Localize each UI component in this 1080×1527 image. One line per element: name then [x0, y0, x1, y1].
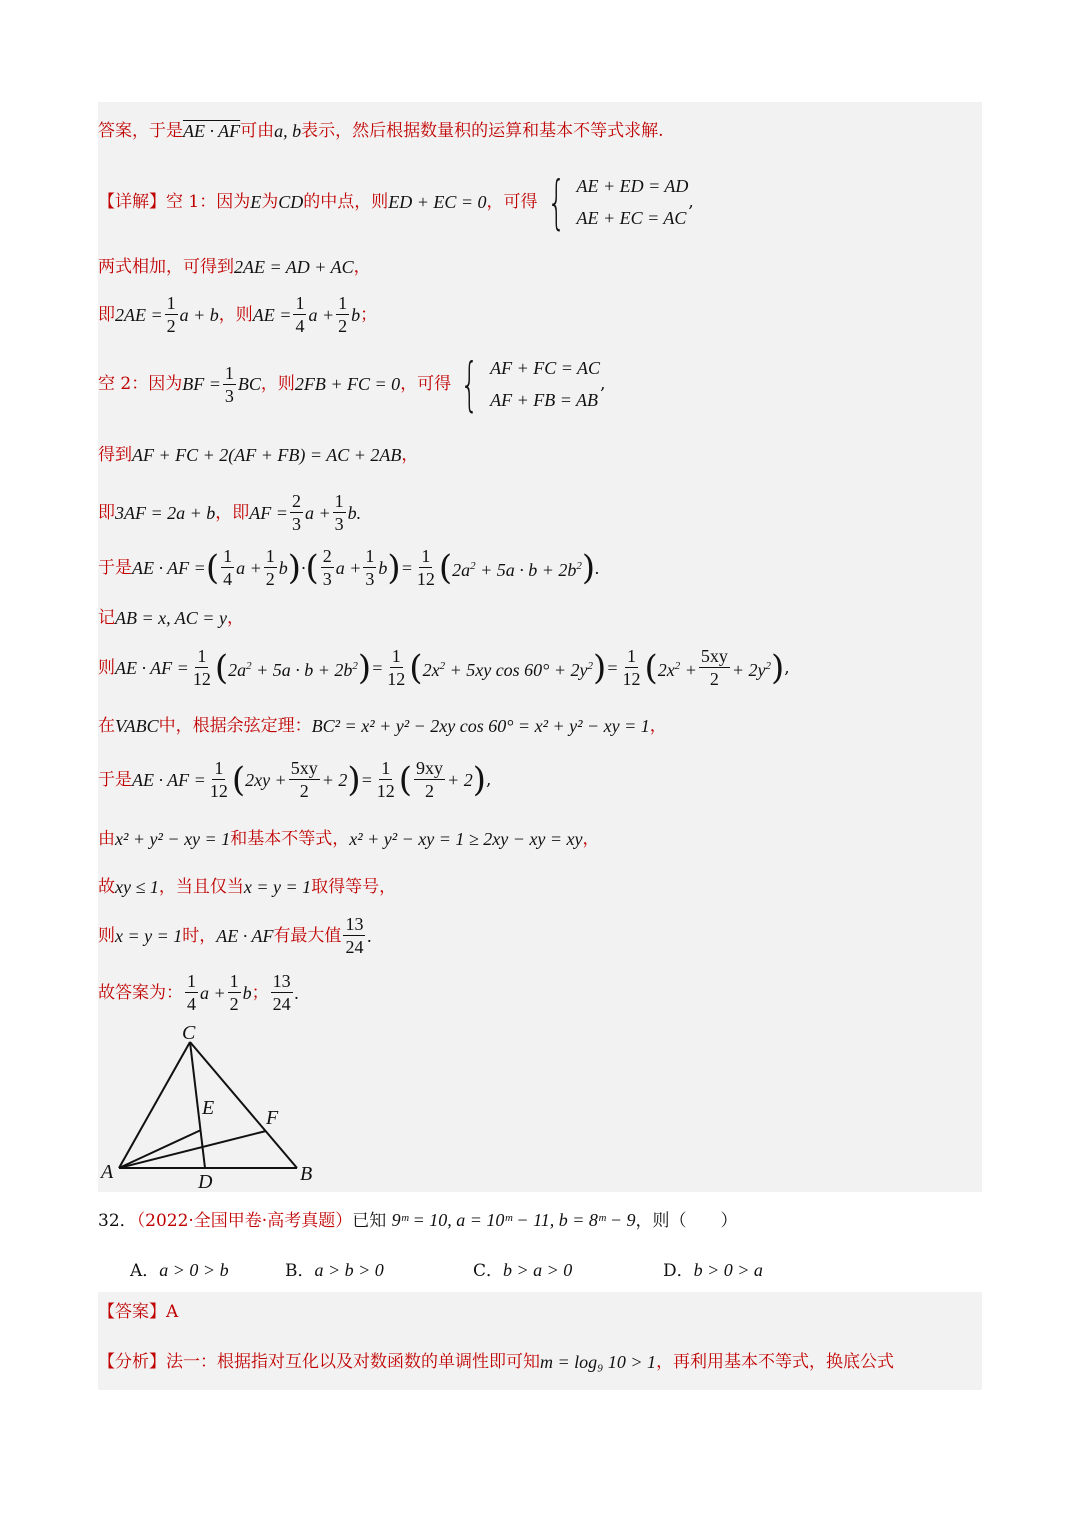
intro-text: 可由: [240, 121, 275, 141]
system-eq: AF + FC = AC: [490, 358, 601, 378]
analysis-eq: m = log₉ 10 > 1: [540, 1352, 657, 1372]
equation-system: [451, 352, 600, 416]
intro-math: a, b: [274, 121, 302, 141]
ji2-eq: 3AF = 2a + b: [115, 502, 216, 523]
triangle-figure: [98, 1022, 316, 1192]
yushi1-line: 于是 AE · AF = ( $\frac{1}{4}$ a + $\frac{1}{2}$ b ) · ( $\frac{2}{3}$ a + $\frac{1}{3}$ b ) = $\frac{1}{12}$ ( $2a^2 + 5a \cdot b + 2b^2$ ) .: [98, 546, 600, 589]
question-number: 32．: [98, 1211, 137, 1231]
final-line: 故答案为： $\frac{1}{4}$ a + $\frac{1}{2}$ b ； $\frac{13}{24}$ .: [98, 971, 300, 1014]
brace-icon: {: [460, 350, 479, 418]
solution-panel-right: [316, 1022, 982, 1192]
gu-eq: xy ≤ 1: [115, 877, 159, 897]
zemax-text: 有最大值: [273, 925, 342, 946]
analysis-text: ，再利用基本不等式，换底公式: [656, 1352, 895, 1372]
equation-system: [538, 170, 689, 234]
option-label: A．: [130, 1261, 160, 1281]
label-b: B: [300, 1163, 313, 1185]
ji-ab-eq: AB = x, AC = y: [115, 608, 227, 628]
sum-eq: 2AE = AD + AC: [234, 257, 354, 277]
ji2-line: 即 3AF = 2a + b ，即 AF = $\frac{2}{3}$ a + $\frac{1}{3}$ b.: [98, 491, 362, 534]
gu-text: 故: [98, 877, 115, 897]
detail-label: 【详解】: [98, 192, 166, 212]
zemax-line: 则 x = y = 1 时， AE · AF 有最大值 $\frac{13}{24}$ .: [98, 914, 372, 957]
yushi1-text: 于是: [98, 557, 132, 578]
label-f: F: [266, 1107, 279, 1129]
you-eq: x² + y² − xy = 1: [115, 829, 231, 849]
label-c: C: [182, 1022, 196, 1044]
you-text: 和基本不等式，: [230, 829, 350, 849]
intro-math: AE · AF: [183, 121, 241, 141]
label-d: D: [198, 1171, 213, 1192]
cosine-text: 在: [98, 716, 115, 736]
question-source: （2022·全国甲卷·高考真题）: [136, 1211, 353, 1231]
ji-ab-tail: ，: [226, 608, 244, 628]
segment-ae: [119, 1130, 201, 1168]
system-eq: AE + ED = AD: [576, 176, 689, 196]
option-c[interactable]: [473, 1258, 663, 1283]
segment-cd: CD: [278, 192, 304, 212]
blank1-text: 的中点，则: [303, 192, 389, 212]
you-line: [98, 827, 600, 851]
got-tail: ，: [401, 445, 419, 465]
blank2-text: ，可得: [400, 374, 452, 394]
sum-text: 两式相加，可得到: [98, 257, 234, 277]
eq-fb-fc: 2FB + FC = 0: [294, 374, 401, 394]
max-den: 24: [345, 937, 364, 957]
got-line: [98, 443, 418, 467]
eq-ed-ec: ED + EC = 0: [388, 192, 487, 212]
option-b[interactable]: [285, 1258, 473, 1283]
question-text: 已知: [352, 1211, 387, 1231]
final-text: 故答案为：: [98, 982, 183, 1003]
cosine-tail: ，: [649, 716, 667, 736]
blank1-line: 【详解】 空 1：因为 E 为 CD 的中点，则 ED + EC = 0 ，可得 { AE + ED = AD AE + EC = AC ,: [98, 168, 694, 236]
analysis-text: 法一：根据指对互化以及对数函数的单调性即可知: [166, 1352, 540, 1372]
option-value: a > b > 0: [314, 1260, 384, 1280]
segment-af: [119, 1131, 266, 1168]
option-value: b > 0 > a: [693, 1260, 763, 1280]
analysis-label: 【分析】: [98, 1352, 166, 1372]
blank2-text: 空 2：因为: [98, 374, 183, 394]
you-text: 由: [98, 829, 115, 849]
point-e: E: [250, 192, 262, 212]
answer-value: A: [166, 1302, 179, 1322]
ji2-text: 即: [98, 502, 115, 523]
final-num: 13: [272, 971, 291, 991]
option-value: a > 0 > b: [159, 1260, 229, 1280]
ji1-text: 即: [98, 304, 115, 325]
brace-icon: {: [546, 168, 566, 236]
yushi2-text: 于是: [98, 769, 132, 790]
answer-label: 【答案】: [98, 1302, 166, 1322]
blank1-text: 为: [261, 192, 279, 212]
got-text: 得到: [98, 445, 132, 465]
ze-text: 则: [98, 657, 115, 678]
max-num: 13: [345, 914, 364, 934]
intro-line: [98, 119, 664, 143]
sum-line: [98, 255, 371, 279]
ze-line: 则 AE · AF = $\frac{1}{12}$ ( $2a^2 + 5a \cdot b + 2b^2$ ) = $\frac{1}{12}$ ( $2x^2 + 5xy$ $\cos 60^\circ + 2y^2$ ) = $\frac{1}{12}$ ( $2x^2$ + $\frac{5xy}{2}$ + $2y^2$ ) ,: [98, 646, 790, 689]
options: [130, 1258, 763, 1283]
option-a[interactable]: [130, 1258, 285, 1283]
ji1-line: 即 2AE = $\frac{1}{2}$ a + b ，则 AE = $\frac{1}{4}$ a + $\frac{1}{2}$ b ；: [98, 293, 378, 336]
analysis-line: [98, 1350, 894, 1374]
label-e: E: [202, 1097, 215, 1119]
question-text: ，则（ ）: [635, 1211, 738, 1231]
label-a: A: [101, 1161, 114, 1183]
gu-eq: x = y = 1: [243, 877, 312, 897]
ji-ab-line: [98, 606, 244, 630]
option-d[interactable]: [663, 1258, 763, 1283]
intro-text: 表示，然后根据数量积的运算和基本不等式求解.: [301, 121, 664, 141]
final-den: 24: [272, 994, 291, 1014]
triangle-symbol: VABC: [115, 716, 159, 736]
got-eq: AF + FC + 2(AF + FB) = AC + 2AB: [132, 445, 402, 465]
ji1-tail: ；: [360, 304, 378, 325]
you-tail: ，: [582, 829, 600, 849]
gu-line: [98, 875, 396, 899]
blank1-text: 空 1：因为: [166, 192, 251, 212]
answer-line: [98, 1300, 178, 1324]
sum-tail: ，: [353, 257, 371, 277]
question-32: [98, 1208, 738, 1233]
zemax-eq: x = y = 1: [115, 925, 183, 946]
blank2-line: 空 2：因为 BF = $\frac{1}{3}$ BC ，则 2FB + FC = 0 ，可得 { AF + FC = AC AF + FB = AB ,: [98, 350, 606, 418]
option-label: B．: [285, 1261, 315, 1281]
zemax-text: 时，: [182, 925, 217, 946]
cosine-eq: BC² = x² + y² − 2xy cos 60° = x² + y² − xy = 1: [311, 716, 650, 736]
cosine-line: [98, 714, 667, 738]
edge-ac: [119, 1042, 190, 1168]
cosine-text: 中，根据余弦定理：: [158, 716, 312, 736]
gu-text: 取得等号，: [311, 877, 397, 897]
ji1-text: ，则: [218, 304, 253, 325]
ji2-text: ，即: [215, 502, 250, 523]
you-eq: x² + y² − xy = 1 ≥ 2xy − xy = xy: [349, 829, 583, 849]
option-label: D．: [663, 1261, 694, 1281]
answer-panel: [98, 1292, 982, 1390]
gu-text: ，当且仅当: [158, 877, 244, 897]
option-label: C．: [473, 1261, 504, 1281]
question-eq: 9ᵐ = 10, a = 10ᵐ − 11, b = 8ᵐ − 9: [391, 1210, 636, 1230]
blank2-text: ，则: [260, 374, 295, 394]
yushi2-line: 于是 AE · AF = $\frac{1}{12}$ ( 2xy + $\frac{5xy}{2}$ + 2 ) = $\frac{1}{12}$ ( $\frac{9xy}{2}$ + 2 ) ,: [98, 758, 492, 801]
ji-ab-text: 记: [98, 608, 115, 628]
option-value: b > a > 0: [503, 1260, 573, 1280]
system-eq: AE + EC = AC: [576, 208, 687, 228]
zemax-text: 则: [98, 925, 115, 946]
zemax-eq: AE · AF: [216, 925, 274, 946]
intro-text: 答案，于是: [98, 121, 183, 141]
system-eq: AF + FB = AB: [490, 390, 599, 410]
blank1-text: ，可得: [486, 192, 538, 212]
